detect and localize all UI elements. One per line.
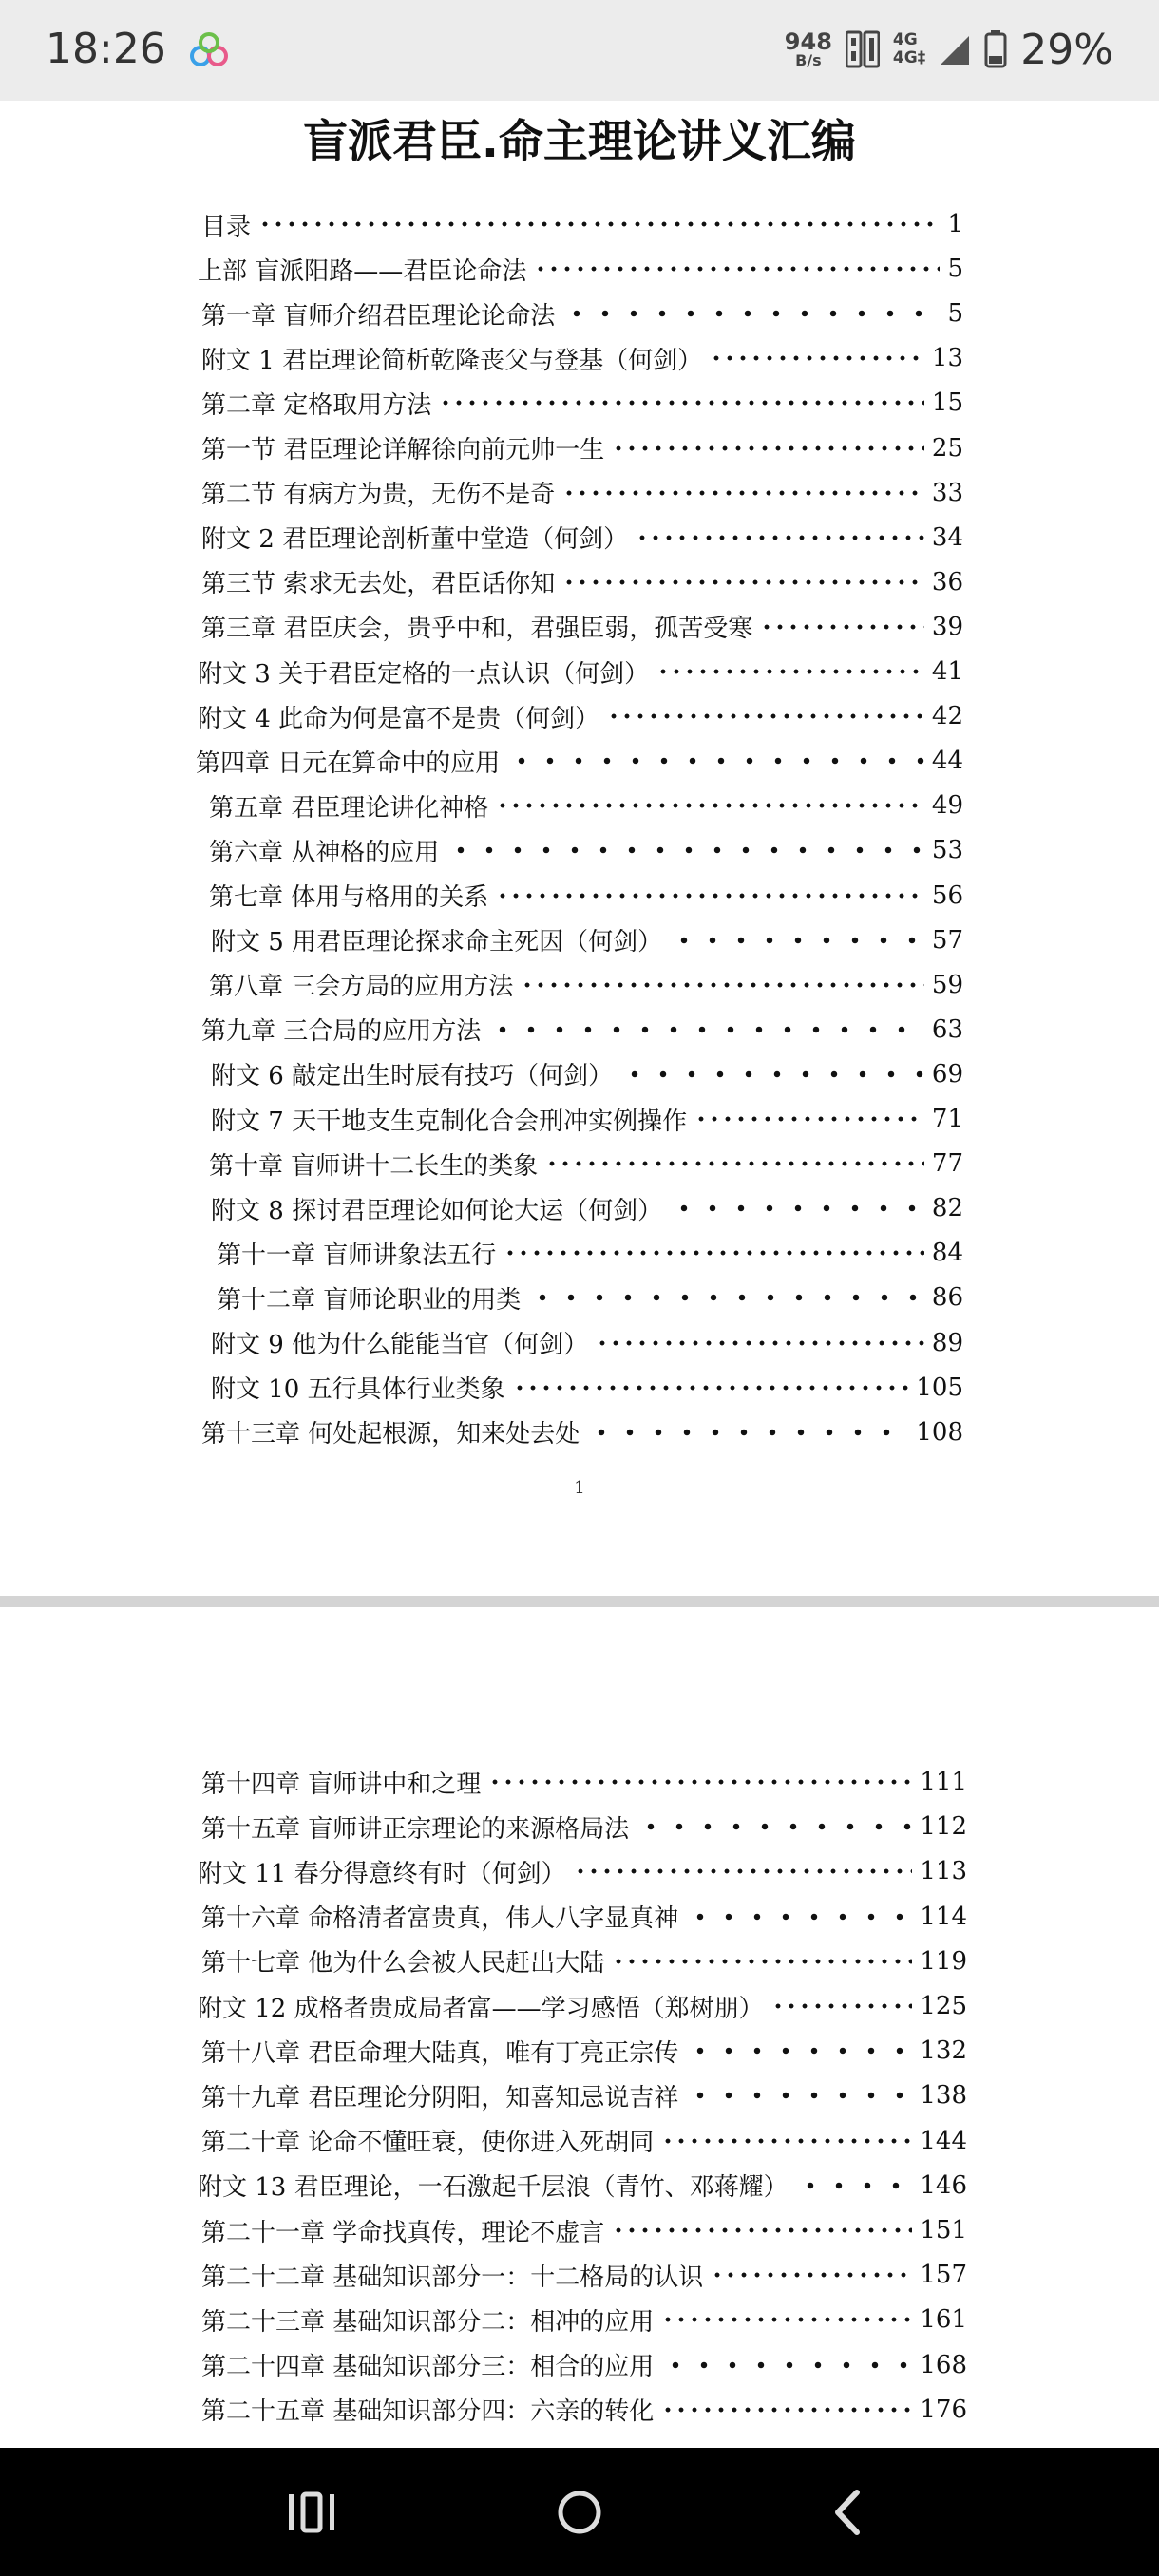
toc-entry[interactable] bbox=[201, 563, 963, 601]
toc-entry-page: 82 bbox=[931, 1194, 963, 1223]
toc-entry-page: 161 bbox=[920, 2305, 967, 2335]
toc-entry-leader bbox=[439, 384, 924, 422]
toc-entry[interactable] bbox=[201, 2076, 967, 2114]
toc-entry[interactable] bbox=[201, 1413, 963, 1451]
toc-entry-title: 上部 盲派阳路——君臣论命法 bbox=[198, 256, 527, 286]
toc-entry-leader bbox=[694, 1100, 924, 1138]
toc-entry-page: 108 bbox=[916, 1417, 963, 1447]
toc-entry-leader bbox=[507, 742, 924, 780]
toc-entry-page: 114 bbox=[920, 1902, 967, 1931]
toc-entry[interactable] bbox=[201, 2211, 967, 2249]
toc-entry[interactable] bbox=[201, 294, 963, 332]
toc-entry-page: 36 bbox=[931, 567, 963, 597]
toc-entry-page: 15 bbox=[931, 388, 963, 418]
toc-entry[interactable] bbox=[217, 1234, 963, 1272]
toc-entry-leader bbox=[661, 2122, 912, 2160]
toc-entry-page: 89 bbox=[931, 1328, 963, 1357]
toc-entry-page: 57 bbox=[931, 925, 963, 955]
toc-entry-title: 附文 13 君臣理论，一石激起千层浪（青竹、邓蒋耀） bbox=[198, 2173, 788, 2203]
toc-entry-leader bbox=[488, 1011, 924, 1049]
toc-entry-leader bbox=[587, 1413, 908, 1451]
battery-percentage: 29% bbox=[1020, 25, 1113, 74]
toc-entry-page: 13 bbox=[931, 344, 963, 373]
toc-entry[interactable] bbox=[198, 653, 963, 691]
toc-entry-title: 附文 11 春分得意终有时（何剑） bbox=[198, 1859, 566, 1888]
toc-entry-leader bbox=[513, 1369, 909, 1407]
toc-entry-page: 138 bbox=[920, 2081, 967, 2111]
toc-entry[interactable] bbox=[211, 1055, 963, 1093]
toc-entry-page: 176 bbox=[920, 2395, 967, 2424]
toc-entry-title: 第十七章 他为什么会被人民赶出大陆 bbox=[201, 1949, 605, 1979]
toc-entry[interactable] bbox=[198, 2167, 967, 2205]
document-page-1[interactable] bbox=[0, 101, 1159, 1596]
network-type-sim2: 4G‡ bbox=[892, 48, 926, 67]
toc-entry-title: 第九章 三合局的应用方法 bbox=[201, 1017, 482, 1047]
toc-entry[interactable] bbox=[201, 2301, 967, 2339]
toc-entry[interactable] bbox=[201, 474, 963, 512]
toc-entry-title: 附文 12 成格者贵成局者富——学习感悟（郑树朋） bbox=[198, 1994, 764, 2023]
toc-entry[interactable] bbox=[201, 519, 963, 557]
toc-entry-page: 1 bbox=[947, 210, 963, 238]
toc-entry-page: 53 bbox=[931, 836, 963, 865]
toc-entry-leader bbox=[661, 2346, 912, 2384]
toc-entry-title: 第二十一章 学命找真传，理论不虚言 bbox=[201, 2218, 605, 2247]
network-type-sim1: 4G bbox=[892, 30, 918, 50]
back-icon bbox=[828, 2489, 866, 2536]
toc-entry-leader bbox=[612, 2211, 912, 2249]
toc-entry[interactable] bbox=[201, 2346, 967, 2384]
back-button[interactable] bbox=[809, 2474, 885, 2550]
toc-entry-leader bbox=[796, 2167, 913, 2205]
toc-entry-title: 附文 2 君臣理论剖析董中堂造（何剑） bbox=[201, 525, 629, 555]
toc-entry-page: 41 bbox=[931, 657, 963, 686]
toc-entry-title: 附文 5 用君臣理论探求命主死因（何剑） bbox=[211, 928, 663, 957]
toc-entry-title: 第十五章 盲师讲正宗理论的来源格局法 bbox=[201, 1814, 630, 1844]
toc-entry-title: 第七章 体用与格用的关系 bbox=[209, 883, 489, 912]
toc-entry-leader bbox=[620, 1055, 924, 1093]
toc-entry[interactable] bbox=[209, 877, 963, 915]
page-separator bbox=[0, 1596, 1159, 1607]
toc-entry-leader bbox=[686, 1898, 912, 1936]
toc-entry-page: 113 bbox=[920, 1857, 967, 1886]
toc-entry[interactable] bbox=[201, 339, 963, 377]
toc-entry[interactable] bbox=[211, 1189, 963, 1227]
toc-entry-page: 59 bbox=[931, 970, 963, 999]
toc-entry-title: 第十章 盲师讲十二长生的类象 bbox=[209, 1151, 539, 1181]
toc-entry[interactable] bbox=[198, 1852, 967, 1890]
toc-entry[interactable] bbox=[201, 1808, 967, 1846]
toc-entry-leader bbox=[562, 563, 924, 601]
toc-entry-page: 33 bbox=[931, 478, 963, 507]
toc-entry-leader bbox=[636, 1808, 912, 1846]
document-title: 盲派君臣.命主理论讲义汇编 bbox=[303, 116, 856, 168]
toc-entry-title: 附文 4 此命为何是富不是贵（何剑） bbox=[198, 704, 600, 733]
page-number-footer: 1 bbox=[574, 1478, 585, 1498]
toc-entry-title: 第二十三章 基础知识部分二：相冲的应用 bbox=[201, 2307, 655, 2337]
toc-entry[interactable] bbox=[201, 429, 963, 467]
toc-entry-title: 第十六章 命格清者富贵真，伟人八字显真神 bbox=[201, 1904, 679, 1934]
toc-entry-title: 第十二章 盲师论职业的用类 bbox=[217, 1285, 522, 1315]
toc-entry-leader bbox=[446, 831, 924, 869]
toc-entry[interactable] bbox=[209, 786, 963, 824]
navigation-bar bbox=[0, 2448, 1159, 2576]
toc-entry-leader bbox=[711, 2256, 912, 2294]
toc-entry[interactable] bbox=[198, 1987, 967, 2025]
toc-entry-title: 第八章 三会方局的应用方法 bbox=[209, 973, 514, 1002]
toc-entry-title: 第三节 索求无去处，君臣话你知 bbox=[201, 570, 556, 599]
toc-entry[interactable] bbox=[209, 1145, 963, 1183]
toc-entry-page: 56 bbox=[931, 881, 963, 910]
toc-entry-title: 目录 bbox=[201, 212, 252, 241]
network-speed bbox=[785, 30, 832, 68]
toc-entry-page: 146 bbox=[920, 2170, 967, 2200]
toc-entry-title: 附文 9 他为什么能能当官（何剑） bbox=[211, 1331, 589, 1359]
toc-entry-title: 第二十章 论命不懂旺衰，使你进入死胡同 bbox=[201, 2129, 655, 2158]
toc-entry-title: 附文 7 天干地支生克制化合会刑冲实例操作 bbox=[211, 1107, 688, 1136]
toc-entry-page: 69 bbox=[931, 1059, 963, 1089]
toc-entry-title: 第五章 君臣理论讲化神格 bbox=[209, 793, 489, 823]
toc-entry[interactable] bbox=[201, 2032, 967, 2070]
toc-entry-leader bbox=[670, 921, 924, 959]
toc-entry-page: 144 bbox=[920, 2126, 967, 2155]
toc-entry-title: 第二十五章 基础知识部分四：六亲的转化 bbox=[201, 2397, 655, 2427]
toc-entry-leader bbox=[562, 474, 924, 512]
toc-entry[interactable] bbox=[201, 1942, 967, 1980]
toc-entry-leader bbox=[607, 697, 924, 735]
toc-entry-leader bbox=[612, 1942, 912, 1980]
toc-entry[interactable] bbox=[211, 1369, 963, 1407]
hd-voice-icon bbox=[846, 30, 880, 68]
status-icons bbox=[785, 21, 1113, 78]
toc-entry[interactable] bbox=[217, 1279, 963, 1316]
toc-entry-leader bbox=[661, 2391, 912, 2429]
home-icon bbox=[556, 2489, 603, 2536]
toc-entry-page: 119 bbox=[920, 1946, 967, 1976]
toc-entry-page: 168 bbox=[920, 2350, 967, 2379]
toc-entry-leader bbox=[534, 250, 940, 288]
app-notification-icon bbox=[186, 32, 232, 70]
toc-entry-leader bbox=[545, 1145, 924, 1183]
toc-entry-title: 附文 8 探讨君臣理论如何论大运（何剑） bbox=[211, 1196, 663, 1225]
toc-entry-leader bbox=[528, 1279, 924, 1316]
toc-entry[interactable] bbox=[201, 1763, 967, 1801]
toc-entry-leader bbox=[656, 653, 924, 691]
toc-entry[interactable] bbox=[198, 697, 963, 735]
toc-entry-leader bbox=[670, 1189, 924, 1227]
toc-entry-leader bbox=[661, 2301, 912, 2339]
toc-entry[interactable] bbox=[201, 1011, 963, 1049]
document-page-2[interactable] bbox=[0, 1607, 1159, 2448]
toc-entry-page: 49 bbox=[931, 791, 963, 821]
toc-entry-title: 第六章 从神格的应用 bbox=[209, 838, 440, 867]
toc-entry-page: 112 bbox=[920, 1812, 967, 1842]
toc-entry-leader bbox=[496, 786, 924, 824]
toc-entry-leader bbox=[258, 205, 940, 243]
toc-entry-page: 151 bbox=[920, 2216, 967, 2245]
toc-entry[interactable] bbox=[201, 205, 963, 243]
toc-entry-title: 附文 3 关于君臣定格的一点认识（何剑） bbox=[198, 659, 650, 689]
toc-entry[interactable] bbox=[211, 1324, 963, 1362]
signal-icon bbox=[939, 32, 971, 66]
toc-entry-title: 第二十四章 基础知识部分三：相合的应用 bbox=[201, 2353, 655, 2382]
toc-entry-leader bbox=[686, 2076, 912, 2114]
toc-entry-page: 125 bbox=[920, 1992, 967, 2020]
toc-entry[interactable] bbox=[196, 742, 963, 780]
network-type bbox=[893, 31, 925, 66]
toc-entry-title: 第十一章 盲师讲象法五行 bbox=[217, 1241, 497, 1270]
toc-entry-page: 71 bbox=[931, 1105, 963, 1133]
toc-entry[interactable] bbox=[201, 608, 963, 646]
toc-entry-page: 44 bbox=[931, 747, 963, 776]
toc-entry-page: 42 bbox=[931, 702, 963, 731]
toc-entry-title: 第十九章 君臣理论分阴阳，知喜知忌说吉祥 bbox=[201, 2083, 679, 2112]
toc-entry[interactable] bbox=[201, 384, 963, 422]
toc-entry[interactable] bbox=[209, 831, 963, 869]
home-button[interactable] bbox=[542, 2474, 618, 2550]
recents-icon bbox=[287, 2491, 336, 2534]
recents-button[interactable] bbox=[274, 2474, 350, 2550]
toc-entry-page: 84 bbox=[931, 1239, 963, 1268]
toc-entry-title: 附文 6 敲定出生时辰有技巧（何剑） bbox=[211, 1062, 614, 1091]
toc-entry-title: 第三章 君臣庆会，贵乎中和，君强臣弱，孤苦受寒 bbox=[201, 615, 753, 644]
toc-entry-page: 105 bbox=[916, 1373, 963, 1402]
network-speed-unit: B/s bbox=[795, 51, 822, 69]
toc-entry[interactable] bbox=[211, 921, 963, 959]
toc-entry-page: 34 bbox=[931, 522, 963, 552]
toc-entry-title: 第一章 盲师介绍君臣理论论命法 bbox=[201, 301, 556, 331]
toc-entry-page: 77 bbox=[931, 1149, 963, 1179]
toc-entry-leader bbox=[686, 2032, 912, 2070]
toc-entry-leader bbox=[496, 877, 924, 915]
toc-entry-page: 5 bbox=[947, 299, 963, 329]
toc-entry[interactable] bbox=[211, 1100, 963, 1138]
toc-entry-title: 第十四章 盲师讲中和之理 bbox=[201, 1770, 482, 1799]
toc-entry-title: 附文 10 五行具体行业类象 bbox=[211, 1375, 505, 1405]
toc-entry-leader bbox=[521, 966, 924, 1004]
toc-entry-leader bbox=[562, 294, 940, 332]
toc-entry-title: 第二节 有病方为贵，无伤不是奇 bbox=[201, 481, 556, 510]
battery-icon bbox=[984, 30, 1007, 68]
toc-entry[interactable] bbox=[201, 2256, 967, 2294]
toc-entry[interactable] bbox=[201, 2122, 967, 2160]
toc-entry[interactable] bbox=[209, 966, 963, 1004]
toc-entry-leader bbox=[504, 1234, 924, 1272]
toc-entry-leader bbox=[710, 339, 924, 377]
toc-entry-title: 第二十二章 基础知识部分一：十二格局的认识 bbox=[201, 2263, 704, 2292]
status-time: 18:26 bbox=[46, 25, 166, 73]
toc-entry[interactable] bbox=[201, 1898, 967, 1936]
toc-entry-leader bbox=[636, 519, 924, 557]
toc-entry-leader bbox=[596, 1324, 924, 1362]
status-bar bbox=[0, 0, 1159, 101]
toc-entry-leader bbox=[760, 608, 924, 646]
toc-entry-leader bbox=[771, 1987, 913, 2025]
toc-entry-title: 第十八章 君臣命理大陆真，唯有丁亮正宗传 bbox=[201, 2038, 679, 2068]
network-speed-value: 948 bbox=[784, 28, 832, 55]
toc-entry-page: 25 bbox=[931, 433, 963, 463]
toc-entry-title: 第一节 君臣理论详解徐向前元帅一生 bbox=[201, 436, 605, 464]
toc-entry[interactable] bbox=[198, 250, 963, 288]
toc-entry-page: 39 bbox=[931, 612, 963, 641]
toc-entry-title: 第二章 定格取用方法 bbox=[201, 390, 432, 420]
toc-entry-page: 111 bbox=[920, 1768, 967, 1796]
toc-entry-title: 附文 1 君臣理论简析乾隆丧父与登基（何剑） bbox=[201, 346, 703, 375]
toc-entry-title: 第四章 日元在算命中的应用 bbox=[196, 748, 501, 778]
toc-entry-page: 132 bbox=[920, 2036, 967, 2066]
toc-entry-leader bbox=[574, 1852, 913, 1890]
toc-entry-page: 63 bbox=[931, 1014, 963, 1044]
toc-entry-title: 第十三章 何处起根源，知来处去处 bbox=[201, 1420, 580, 1449]
toc-entry-page: 86 bbox=[931, 1283, 963, 1313]
toc-entry[interactable] bbox=[201, 2391, 967, 2429]
toc-entry-page: 157 bbox=[920, 2261, 967, 2290]
toc-entry-leader bbox=[612, 429, 924, 467]
toc-entry-page: 5 bbox=[947, 255, 963, 284]
toc-entry-leader bbox=[488, 1763, 912, 1801]
